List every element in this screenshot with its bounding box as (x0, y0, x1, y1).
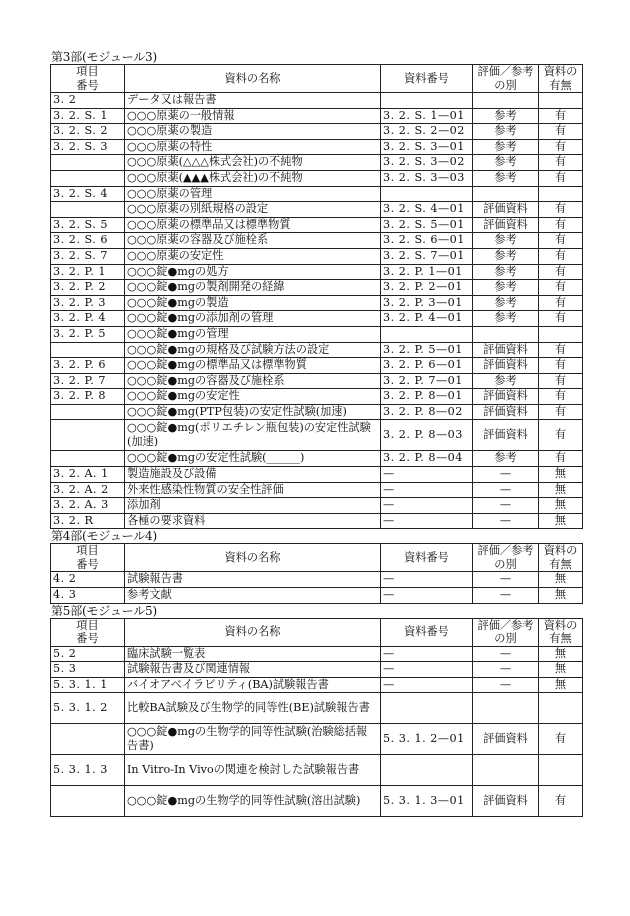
item-no-cell (51, 342, 125, 358)
table-row (51, 124, 583, 140)
presence-cell (539, 186, 583, 202)
table-row (51, 280, 583, 296)
table-row (51, 217, 583, 233)
item-no-cell: 5. 2 (51, 646, 125, 662)
doc-name-cell: ○○○錠●mgの処方 (125, 264, 381, 280)
eval-ref-cell (473, 693, 539, 724)
item-no-cell (51, 420, 125, 451)
doc-no-cell: 3. 2. S. 5—01 (381, 217, 473, 233)
table-header-row (51, 544, 583, 572)
doc-name-cell: ○○○原薬の特性 (125, 139, 381, 155)
doc-name-cell: ○○○原薬の容器及び施栓系 (125, 233, 381, 249)
presence-cell: 有 (539, 108, 583, 124)
header-doc-no: 資料番号 (381, 544, 473, 572)
eval-ref-cell: 参考 (473, 311, 539, 327)
doc-name-cell: ○○○錠●mgの安定性 (125, 389, 381, 405)
item-no-cell: 3. 2. S. 6 (51, 233, 125, 249)
item-no-cell (51, 724, 125, 755)
module4-table-body (51, 572, 583, 603)
doc-name-cell: ○○○錠●mgの製剤開発の経緯 (125, 280, 381, 296)
table-row (51, 358, 583, 374)
section-title-module3: 第3部(モジュール3) (51, 50, 157, 64)
doc-no-cell: 3. 2. S. 3—03 (381, 170, 473, 186)
item-no-cell: 3. 2. P. 1 (51, 264, 125, 280)
table-row (51, 755, 583, 786)
doc-no-cell: — (381, 646, 473, 662)
doc-no-cell: — (381, 482, 473, 498)
doc-name-cell: 参考文献 (125, 588, 381, 604)
presence-cell: 有 (539, 248, 583, 264)
presence-cell: 有 (539, 451, 583, 467)
doc-name-cell: ○○○錠●mgの管理 (125, 326, 381, 342)
eval-ref-cell: — (473, 588, 539, 604)
item-no-cell (51, 202, 125, 218)
item-no-cell (51, 170, 125, 186)
doc-name-cell: ○○○錠●mg(ポリエチレン瓶包装)の安定性試験(加速) (125, 420, 381, 451)
doc-name-cell: データ又は報告書 (125, 93, 381, 109)
doc-name-cell: 試験報告書及び関連情報 (125, 662, 381, 678)
table-header-row (51, 65, 583, 93)
presence-cell: 有 (539, 202, 583, 218)
doc-no-cell: 3. 2. P. 6—01 (381, 358, 473, 374)
header-item-no: 項目 番号 (51, 65, 125, 93)
eval-ref-cell: 参考 (473, 155, 539, 171)
header-doc-name: 資料の名称 (125, 65, 381, 93)
eval-ref-cell: 評価資料 (473, 420, 539, 451)
item-no-cell: 5. 3. 1. 1 (51, 677, 125, 693)
doc-no-cell: 3. 2. P. 5—01 (381, 342, 473, 358)
eval-ref-cell: — (473, 498, 539, 514)
doc-name-cell: In Vitro-In Vivoの関連を検討した試験報告書 (125, 755, 381, 786)
header-item-no: 項目 番号 (51, 544, 125, 572)
doc-name-cell: ○○○錠●mgの標準品又は標準物質 (125, 358, 381, 374)
module4-table (50, 543, 583, 603)
eval-ref-cell: — (473, 467, 539, 483)
presence-cell: 有 (539, 139, 583, 155)
doc-no-cell: 3. 2. S. 3—01 (381, 139, 473, 155)
presence-cell: 無 (539, 588, 583, 604)
eval-ref-cell: 評価資料 (473, 724, 539, 755)
presence-cell: 無 (539, 677, 583, 693)
presence-cell: 無 (539, 572, 583, 588)
item-no-cell: 3. 2. A. 1 (51, 467, 125, 483)
doc-name-cell: ○○○原薬の別紙規格の設定 (125, 202, 381, 218)
eval-ref-cell (473, 326, 539, 342)
item-no-cell: 3. 2. S. 1 (51, 108, 125, 124)
item-no-cell: 3. 2. P. 3 (51, 295, 125, 311)
doc-no-cell: — (381, 662, 473, 678)
doc-no-cell: 5. 3. 1. 3—01 (381, 786, 473, 817)
presence-cell: 有 (539, 155, 583, 171)
header-item-no: 項目 番号 (51, 618, 125, 646)
table-row (51, 513, 583, 529)
table-row (51, 342, 583, 358)
presence-cell: 有 (539, 404, 583, 420)
header-doc-name: 資料の名称 (125, 544, 381, 572)
table-row (51, 482, 583, 498)
table-row (51, 389, 583, 405)
presence-cell (539, 693, 583, 724)
item-no-cell: 3. 2. P. 4 (51, 311, 125, 327)
section-title-module4: 第4部(モジュール4) (51, 529, 157, 544)
doc-name-cell: ○○○原薬の管理 (125, 186, 381, 202)
eval-ref-cell: 参考 (473, 280, 539, 296)
table-row (51, 93, 583, 109)
table-header-row (51, 618, 583, 646)
item-no-cell: 3. 2. P. 2 (51, 280, 125, 296)
presence-cell: 無 (539, 498, 583, 514)
eval-ref-cell: 参考 (473, 139, 539, 155)
eval-ref-cell: — (473, 482, 539, 498)
eval-ref-cell: 参考 (473, 233, 539, 249)
item-no-cell: 3. 2. R (51, 513, 125, 529)
table-row (51, 677, 583, 693)
doc-name-cell: 臨床試験一覧表 (125, 646, 381, 662)
eval-ref-cell: 参考 (473, 124, 539, 140)
item-no-cell: 3. 2. A. 2 (51, 482, 125, 498)
presence-cell: 無 (539, 513, 583, 529)
eval-ref-cell: 参考 (473, 248, 539, 264)
module5-table-body (51, 646, 583, 817)
eval-ref-cell: 評価資料 (473, 358, 539, 374)
eval-ref-cell (473, 186, 539, 202)
doc-name-cell: ○○○原薬の製造 (125, 124, 381, 140)
doc-no-cell (381, 93, 473, 109)
table-row (51, 311, 583, 327)
table-row (51, 646, 583, 662)
doc-name-cell: 各極の要求資料 (125, 513, 381, 529)
doc-name-cell: ○○○錠●mgの生物学的同等性試験(溶出試験) (125, 786, 381, 817)
table-row (51, 572, 583, 588)
doc-name-cell: ○○○錠●mgの添加剤の管理 (125, 311, 381, 327)
table-row (51, 155, 583, 171)
doc-no-cell: 3. 2. S. 2—02 (381, 124, 473, 140)
item-no-cell: 3. 2. S. 7 (51, 248, 125, 264)
eval-ref-cell: 評価資料 (473, 389, 539, 405)
eval-ref-cell: 評価資料 (473, 786, 539, 817)
doc-no-cell: 3. 2. S. 7—01 (381, 248, 473, 264)
eval-ref-cell (473, 93, 539, 109)
doc-name-cell: ○○○原薬の安定性 (125, 248, 381, 264)
item-no-cell: 3. 2. P. 5 (51, 326, 125, 342)
doc-name-cell: 比較BA試験及び生物学的同等性(BE)試験報告書 (125, 693, 381, 724)
eval-ref-cell (473, 755, 539, 786)
presence-cell (539, 93, 583, 109)
eval-ref-cell: — (473, 572, 539, 588)
item-no-cell: 3. 2. S. 4 (51, 186, 125, 202)
table-row (51, 404, 583, 420)
doc-no-cell: 3. 2. P. 8—01 (381, 389, 473, 405)
eval-ref-cell: 評価資料 (473, 217, 539, 233)
doc-name-cell: 添加剤 (125, 498, 381, 514)
module3-table (50, 64, 583, 529)
doc-no-cell: 3. 2. P. 7—01 (381, 373, 473, 389)
presence-cell: 無 (539, 646, 583, 662)
doc-name-cell: ○○○原薬(▲▲▲株式会社)の不純物 (125, 170, 381, 186)
doc-name-cell: ○○○錠●mgの安定性試験(______) (125, 451, 381, 467)
header-presence: 資料の 有無 (539, 65, 583, 93)
presence-cell: 無 (539, 482, 583, 498)
eval-ref-cell: 参考 (473, 451, 539, 467)
item-no-cell (51, 786, 125, 817)
eval-ref-cell: 参考 (473, 108, 539, 124)
item-no-cell: 3. 2 (51, 93, 125, 109)
presence-cell (539, 326, 583, 342)
presence-cell: 有 (539, 420, 583, 451)
doc-no-cell: 3. 2. P. 4—01 (381, 311, 473, 327)
header-doc-name: 資料の名称 (125, 618, 381, 646)
doc-no-cell: 3. 2. S. 4—01 (381, 202, 473, 218)
doc-no-cell: — (381, 572, 473, 588)
eval-ref-cell: 参考 (473, 295, 539, 311)
doc-no-cell (381, 693, 473, 724)
presence-cell: 有 (539, 170, 583, 186)
doc-no-cell: — (381, 677, 473, 693)
module5-table (50, 618, 583, 818)
doc-name-cell: ○○○錠●mg(PTP包装)の安定性試験(加速) (125, 404, 381, 420)
table-row (51, 248, 583, 264)
table-row (51, 170, 583, 186)
doc-name-cell: ○○○錠●mgの生物学的同等性試験(治験総括報告書) (125, 724, 381, 755)
table-row (51, 373, 583, 389)
doc-name-cell: バイオアベイラビリティ(BA)試験報告書 (125, 677, 381, 693)
presence-cell: 有 (539, 358, 583, 374)
doc-no-cell: 3. 2. P. 1—01 (381, 264, 473, 280)
eval-ref-cell: 参考 (473, 373, 539, 389)
header-presence: 資料の 有無 (539, 544, 583, 572)
table-row (51, 233, 583, 249)
item-no-cell (51, 404, 125, 420)
table-row (51, 451, 583, 467)
table-row (51, 693, 583, 724)
presence-cell: 有 (539, 280, 583, 296)
item-no-cell: 3. 2. P. 7 (51, 373, 125, 389)
doc-name-cell: ○○○錠●mgの容器及び施栓系 (125, 373, 381, 389)
eval-ref-cell: 参考 (473, 264, 539, 280)
eval-ref-cell: — (473, 677, 539, 693)
doc-no-cell: 3. 2. P. 3—01 (381, 295, 473, 311)
doc-no-cell (381, 755, 473, 786)
doc-name-cell: ○○○原薬の標準品又は標準物質 (125, 217, 381, 233)
header-eval-ref: 評価／参考 の別 (473, 618, 539, 646)
presence-cell: 有 (539, 389, 583, 405)
presence-cell: 有 (539, 373, 583, 389)
item-no-cell (51, 155, 125, 171)
doc-name-cell: ○○○原薬の一般情報 (125, 108, 381, 124)
item-no-cell: 4. 2 (51, 572, 125, 588)
doc-no-cell: — (381, 588, 473, 604)
eval-ref-cell: 評価資料 (473, 342, 539, 358)
section-title-module5: 第5部(モジュール5) (51, 603, 157, 618)
table-row (51, 326, 583, 342)
header-eval-ref: 評価／参考 の別 (473, 65, 539, 93)
presence-cell: 有 (539, 342, 583, 358)
doc-no-cell: 3. 2. S. 6—01 (381, 233, 473, 249)
presence-cell (539, 755, 583, 786)
header-presence: 資料の 有無 (539, 618, 583, 646)
doc-no-cell: — (381, 467, 473, 483)
item-no-cell: 5. 3. 1. 3 (51, 755, 125, 786)
table-row (51, 662, 583, 678)
presence-cell: 有 (539, 311, 583, 327)
item-no-cell: 3. 2. S. 2 (51, 124, 125, 140)
table-row (51, 139, 583, 155)
table-row (51, 724, 583, 755)
presence-cell: 有 (539, 124, 583, 140)
presence-cell: 無 (539, 662, 583, 678)
presence-cell: 有 (539, 264, 583, 280)
table-row (51, 264, 583, 280)
presence-cell: 無 (539, 467, 583, 483)
item-no-cell: 3. 2. S. 5 (51, 217, 125, 233)
eval-ref-cell: 評価資料 (473, 404, 539, 420)
doc-no-cell: — (381, 513, 473, 529)
table-row (51, 202, 583, 218)
doc-name-cell: ○○○原薬(△△△株式会社)の不純物 (125, 155, 381, 171)
presence-cell: 有 (539, 786, 583, 817)
eval-ref-cell: 参考 (473, 170, 539, 186)
presence-cell: 有 (539, 233, 583, 249)
header-doc-no: 資料番号 (381, 65, 473, 93)
eval-ref-cell: — (473, 662, 539, 678)
doc-no-cell: 3. 2. P. 8—04 (381, 451, 473, 467)
item-no-cell: 5. 3 (51, 662, 125, 678)
item-no-cell: 4. 3 (51, 588, 125, 604)
item-no-cell: 3. 2. P. 6 (51, 358, 125, 374)
table-row (51, 186, 583, 202)
item-no-cell: 3. 2. A. 3 (51, 498, 125, 514)
module3-table-body (51, 93, 583, 529)
doc-no-cell: 3. 2. S. 1—01 (381, 108, 473, 124)
doc-no-cell (381, 326, 473, 342)
eval-ref-cell: — (473, 513, 539, 529)
table-row (51, 588, 583, 604)
doc-name-cell: ○○○錠●mgの製造 (125, 295, 381, 311)
doc-no-cell: 3. 2. S. 3—02 (381, 155, 473, 171)
doc-name-cell: 外来性感染性物質の安全性評価 (125, 482, 381, 498)
doc-name-cell: ○○○錠●mgの規格及び試験方法の設定 (125, 342, 381, 358)
item-no-cell (51, 451, 125, 467)
table-row (51, 295, 583, 311)
table-row (51, 498, 583, 514)
doc-no-cell: 3. 2. P. 8—03 (381, 420, 473, 451)
table-row (51, 108, 583, 124)
header-doc-no: 資料番号 (381, 618, 473, 646)
presence-cell: 有 (539, 217, 583, 233)
table-row (51, 467, 583, 483)
doc-name-cell: 製造施設及び設備 (125, 467, 381, 483)
doc-name-cell: 試験報告書 (125, 572, 381, 588)
table-row (51, 420, 583, 451)
item-no-cell: 3. 2. P. 8 (51, 389, 125, 405)
header-eval-ref: 評価／参考 の別 (473, 544, 539, 572)
presence-cell: 有 (539, 724, 583, 755)
doc-no-cell (381, 186, 473, 202)
doc-no-cell: 3. 2. P. 2—01 (381, 280, 473, 296)
document-page (50, 50, 582, 817)
eval-ref-cell: — (473, 646, 539, 662)
doc-no-cell: 5. 3. 1. 2—01 (381, 724, 473, 755)
eval-ref-cell: 評価資料 (473, 202, 539, 218)
table-row (51, 786, 583, 817)
presence-cell: 有 (539, 295, 583, 311)
doc-no-cell: 3. 2. P. 8—02 (381, 404, 473, 420)
item-no-cell: 3. 2. S. 3 (51, 139, 125, 155)
doc-no-cell: — (381, 498, 473, 514)
item-no-cell: 5. 3. 1. 2 (51, 693, 125, 724)
